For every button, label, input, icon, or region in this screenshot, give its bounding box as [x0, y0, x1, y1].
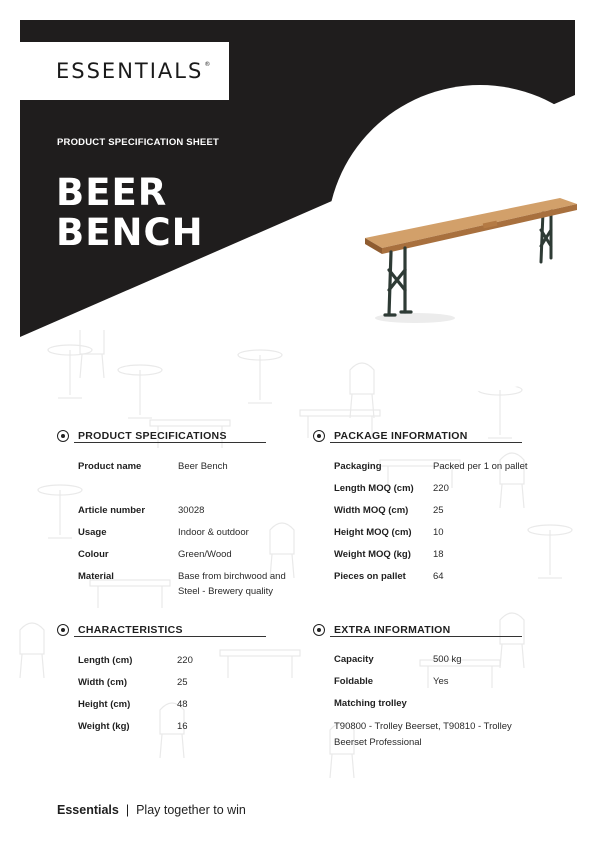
- logo: [20, 42, 229, 100]
- product-title: [56, 173, 316, 253]
- section-divider: [74, 636, 266, 637]
- characteristic-label: Height (cm): [78, 699, 131, 710]
- section-divider: [330, 636, 522, 637]
- extra-value: Yes: [433, 676, 449, 687]
- section-bullet-icon: [313, 430, 325, 442]
- package-label: Weight MOQ (kg): [334, 549, 411, 560]
- characteristic-value: 220: [177, 655, 193, 666]
- section-heading: CHARACTERISTICS: [78, 624, 183, 636]
- spec-label: Usage: [78, 527, 107, 538]
- registered-mark: ®: [204, 61, 213, 68]
- package-label: Length MOQ (cm): [334, 483, 414, 494]
- footer-tagline: Play together to win: [136, 803, 246, 817]
- spec-value: Green/Wood: [178, 549, 232, 560]
- spec-label: Article number: [78, 505, 146, 516]
- extra-label: Foldable: [334, 676, 374, 687]
- package-value: Packed per 1 on pallet: [433, 461, 528, 472]
- package-label: Packaging: [334, 461, 382, 472]
- spec-value: Indoor & outdoor: [178, 527, 249, 538]
- package-value: 220: [433, 483, 449, 494]
- extra-value: 500 kg: [433, 654, 462, 665]
- extra-label: Capacity: [334, 654, 374, 665]
- spec-label: Material: [78, 571, 114, 582]
- section-bullet-icon: [313, 624, 325, 636]
- package-label: Pieces on pallet: [334, 571, 406, 582]
- section-bullet-icon: [57, 430, 69, 442]
- package-label: Width MOQ (cm): [334, 505, 409, 516]
- spec-value: 30028: [178, 505, 205, 516]
- matching-trolley-value: T90800 - Trolley Beerset, T90810 - Trolley Beerset Professional: [334, 721, 512, 748]
- package-information-header: [313, 425, 468, 447]
- characteristics-header: [57, 619, 183, 641]
- spec-label: Colour: [78, 549, 109, 560]
- package-value: 64: [433, 571, 444, 582]
- section-heading: PRODUCT SPECIFICATIONS: [78, 430, 227, 442]
- matching-trolley-label: Matching trolley: [334, 698, 407, 709]
- characteristic-label: Width (cm): [78, 677, 127, 688]
- extra-information-header: [313, 619, 451, 641]
- characteristic-label: Length (cm): [78, 655, 133, 666]
- characteristic-value: 16: [177, 721, 188, 732]
- product-title-line-1: BEER: [56, 171, 168, 214]
- logo-text: ESSENTIALS®: [56, 59, 213, 83]
- bench-product-image: [355, 190, 580, 330]
- footer-separator: |: [125, 803, 130, 817]
- document-subtitle: PRODUCT SPECIFICATION SHEET: [57, 137, 219, 148]
- characteristic-value: 48: [177, 699, 188, 710]
- product-title-line-2: BENCH: [56, 211, 204, 254]
- package-label: Height MOQ (cm): [334, 527, 412, 538]
- package-value: 18: [433, 549, 444, 560]
- section-heading: EXTRA INFORMATION: [334, 624, 451, 636]
- footer-brand: Essentials: [57, 803, 119, 817]
- product-specifications-header: [57, 425, 227, 447]
- section-divider: [74, 442, 266, 443]
- section-heading: PACKAGE INFORMATION: [334, 430, 468, 442]
- section-divider: [330, 442, 522, 443]
- spec-value: Base from birchwood and Steel - Brewery quality: [178, 571, 286, 597]
- package-value: 25: [433, 505, 444, 516]
- package-value: 10: [433, 527, 444, 538]
- characteristic-label: Weight (kg): [78, 721, 130, 732]
- section-bullet-icon: [57, 624, 69, 636]
- spec-label: Product name: [78, 461, 142, 472]
- characteristic-value: 25: [177, 677, 188, 688]
- footer: [57, 803, 246, 817]
- spec-value: Beer Bench: [178, 461, 228, 472]
